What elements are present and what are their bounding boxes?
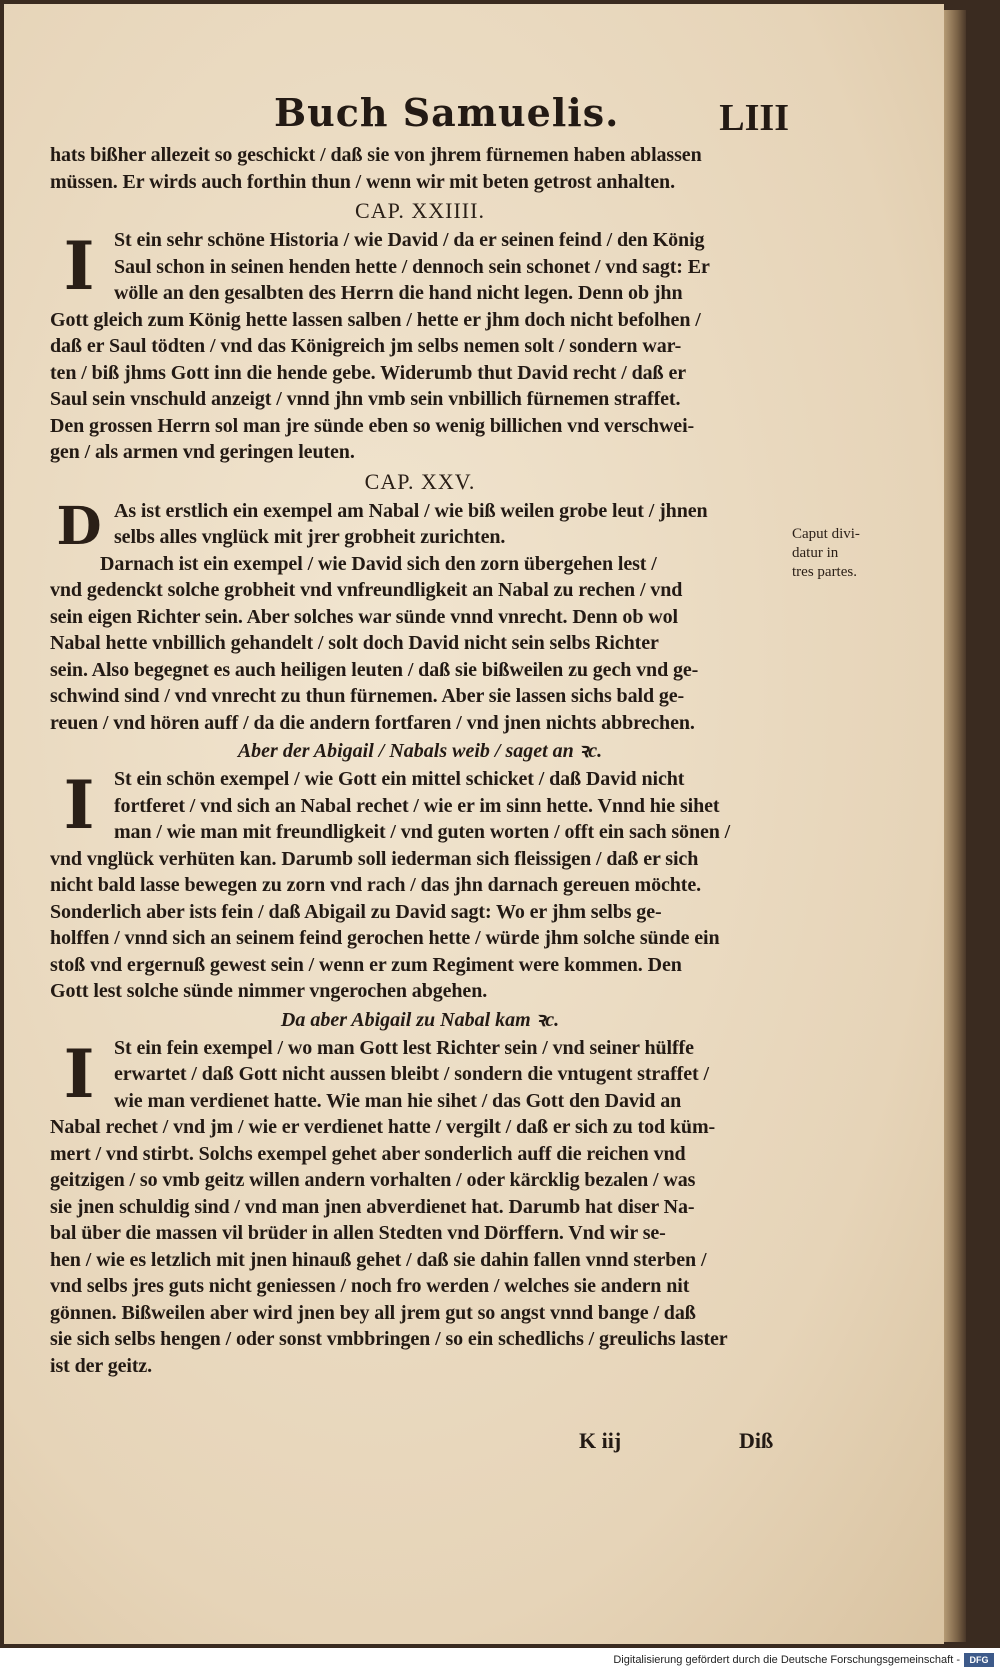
text-line: vnd vnglück verhüten kan. Darumb soll iederman sich fleissigen / daß er sich [50, 847, 699, 870]
digitization-footer [0, 1650, 1000, 1672]
signature-mark: K iij [579, 1428, 622, 1453]
text-line: selbs alles vnglück mit jrer grobheit zurichten. [114, 526, 506, 548]
marginal-note-line: datur in [792, 545, 839, 561]
chapter-heading-24: CAP. XXIIII. [355, 198, 485, 223]
text-line: Saul schon in seinen henden hette / dennoch sein schonet / vnd sagt: Er [114, 255, 710, 278]
chapter-heading-25: CAP. XXV. [364, 468, 476, 494]
text-line: daß er Saul tödten / vnd das Königreich jm selbs nemen solt / sondern war- [50, 335, 682, 357]
text-line: nicht bald lasse bewegen zu zorn vnd rach / das jhn darnach gereuen möchte. [50, 874, 702, 896]
text-line: mert / vnd stirbt. Solchs exempel gehet aber sonderlich auff die reichen vnd [50, 1142, 686, 1165]
chapter-24-paragraph [50, 227, 790, 466]
text-line: schwind sind / vnd vnrecht zu thun fürnemen. Aber sie lassen sichs bald ge- [50, 685, 685, 707]
text-line: St ein sehr schöne Historia / wie David / da er seinen feind / den König [114, 229, 705, 251]
chapter-25-paragraph-b [50, 551, 790, 737]
marginal-note-line: tres partes. [792, 564, 857, 580]
text-line: wie man verdienet hatte. Wie man hie sihet / das Gott den David an [114, 1089, 682, 1112]
page-header [4, 82, 944, 142]
section-heading-abigail: Aber der Abigail / Nabals weib / saget an ꝛc. [237, 740, 603, 762]
funding-credit: Digitalisierung gefördert durch die Deutsche Forschungsgemeinschaft - [613, 1654, 960, 1666]
drop-initial: I [63, 227, 95, 305]
drop-initial: D [56, 495, 102, 557]
text-line: holffen / vnnd sich an seinem feind gerochen hette / würde jhm solche sünde ein [50, 927, 720, 949]
drop-initial: I [63, 766, 95, 844]
section-heading-nabal: Da aber Abigail zu Nabal kam ꝛc. [280, 1008, 560, 1031]
text-line: gönnen. Bißweilen aber wird jnen bey all jrem gut so angst vnnd bange / daß [50, 1301, 696, 1324]
intro-paragraph [50, 142, 790, 195]
text-line: gen / als armen vnd geringen leuten. [50, 441, 355, 463]
text-line: stoß vnd ergernuß gewest sein / wenn er zum Regiment were kommen. Den [50, 953, 682, 976]
text-line: ten / biß jhms Gott inn die hende gebe. Widerumb thut David recht / daß er [50, 361, 686, 384]
catchword: Diß [739, 1428, 774, 1453]
text-line: Sonderlich aber ists fein / daß Abigail zu David sagt: Wo er jhm selbs ge- [50, 900, 662, 923]
text-line: fortferet / vnd sich an Nabal rechet / wie er im sinn hette. Vnnd hie sihet [114, 794, 720, 817]
abigail-paragraph [50, 766, 790, 1005]
dfg-logo: DFG [964, 1653, 994, 1667]
nabal-paragraph [50, 1035, 790, 1380]
text-line: vnd selbs jres guts nicht geniessen / noch fro werden / welches sie andern nit [50, 1275, 690, 1297]
text-line: Nabal rechet / vnd jm / wie er verdienet hatte / vergilt / daß er sich zu tod küm- [50, 1116, 716, 1138]
text-line: hen / wie es letzlich mit jnen hinauß gehet / daß sie dahin fallen vnnd sterben / [50, 1248, 707, 1271]
drop-initial: I [63, 1034, 95, 1113]
text-line: Saul sein vnschuld anzeigt / vnnd jhn vmb sein vnbillich fürnemen straffet. [50, 388, 681, 410]
text-line: sein. Also begegnet es auch heiligen leuten / daß sie bißweilen zu gech vnd ge- [50, 658, 699, 681]
text-line: As ist erstlich ein exempel am Nabal / wie biß weilen grobe leut / jhnen [114, 499, 708, 522]
folio-number: LIII [719, 97, 789, 139]
text-line: bal über die massen vil brüder in allen Stedten vnd Dörffern. Vnd wir se- [50, 1222, 666, 1244]
text-column [50, 142, 790, 1379]
marginal-note-line: Caput divi- [792, 526, 860, 542]
text-line: sie jnen schuldig sind / vnd man jnen abverdienet hat. Darumb hat diser Na- [50, 1195, 695, 1218]
text-line: Gott lest solche sünde nimmer vngerochen abgehen. [50, 980, 488, 1002]
text-line: St ein fein exempel / wo man Gott lest Richter sein / vnd seiner hülffe [114, 1036, 694, 1059]
chapter-25-paragraph-a [50, 495, 790, 557]
text-line: hats bißher allezeit so geschickt / daß sie von jhrem fürnemen haben ablassen [50, 144, 702, 166]
book-page [4, 4, 944, 1644]
page-edge [944, 10, 966, 1642]
page-footer-line [4, 1428, 944, 1458]
text-line: reuen / vnd hören auff / da die andern fortfaren / vnd jnen nichts abbrechen. [50, 711, 695, 734]
text-line: geitzigen / so vmb geitz willen andern vorhalten / oder kärcklig bezalen / was [50, 1169, 696, 1191]
text-line: wölle an den gesalbten des Herrn die hand nicht legen. Denn ob jhn [114, 282, 683, 304]
text-line: ist der geitz. [50, 1354, 153, 1377]
text-line: sein eigen Richter sein. Aber solches war sünde vnnd vnrecht. Denn ob wol [50, 605, 678, 628]
text-line: Den grossen Herrn sol man jre sünde eben so wenig billichen vnd verschwei- [50, 414, 695, 437]
running-title: Buch Samuelis. [274, 90, 620, 135]
text-line: man / wie man mit freundligkeit / vnd guten worten / offt ein sach sönen / [114, 821, 731, 843]
text-line: Darnach ist ein exempel / wie David sich den zorn übergehen lest / [100, 552, 657, 575]
text-line: müssen. Er wirds auch forthin thun / wenn wir mit beten getrost anhalten. [50, 170, 675, 193]
text-line: erwartet / daß Gott nicht aussen bleibt / sondern die vntugent straffet / [114, 1063, 709, 1085]
text-line: vnd gedenckt solche grobheit vnd vnfreundligkeit an Nabal zu rechen / vnd [50, 579, 683, 601]
text-line: St ein schön exempel / wie Gott ein mittel schicket / daß David nicht [114, 768, 685, 790]
text-line: Gott gleich zum König hette lassen salben / hette er jhm doch nicht befolhen / [50, 308, 701, 331]
marginal-note [792, 525, 902, 582]
text-line: sie sich selbs hengen / oder sonst vmbbringen / so ein schedlichs / greulichs laster [50, 1328, 728, 1350]
text-line: Nabal hette vnbillich gehandelt / solt doch David nicht sein selbs Richter [50, 632, 659, 654]
